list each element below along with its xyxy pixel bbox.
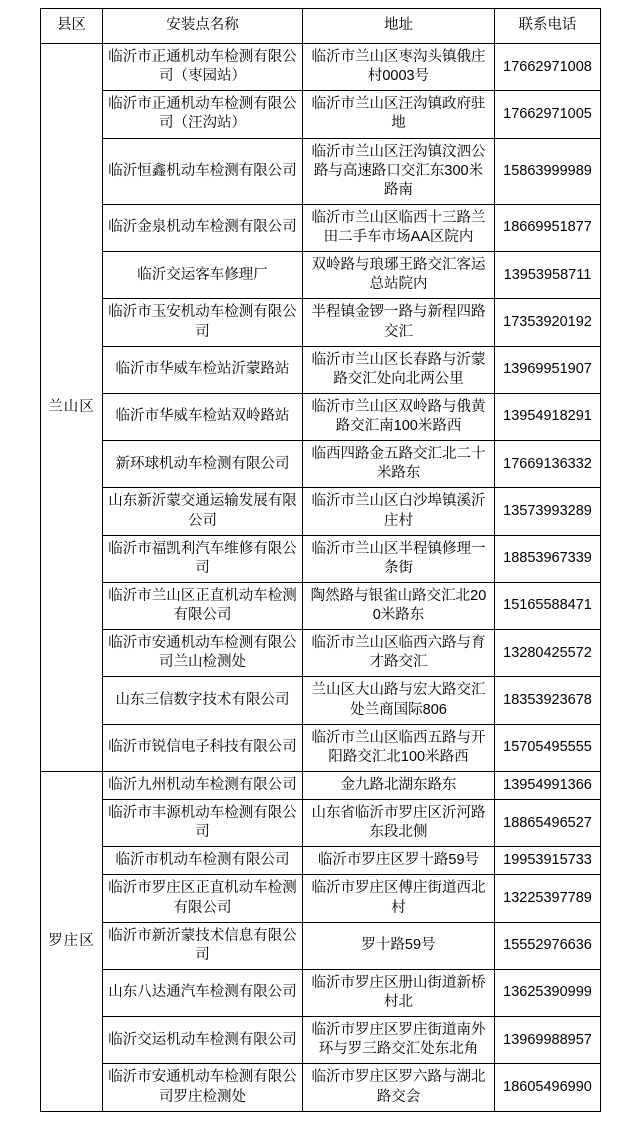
- column-header-station-name: 安装点名称: [103, 9, 303, 44]
- station-name-cell: 临沂市玉安机动车检测有限公司: [103, 299, 303, 346]
- table-body: [41, 44, 601, 1112]
- table-row: [41, 441, 601, 488]
- phone-cell: 17669136332: [495, 441, 601, 488]
- station-name-cell: 山东八达通汽车检测有限公司: [103, 969, 303, 1016]
- station-name-cell: 临沂市华威车检站沂蒙路站: [103, 346, 303, 393]
- phone-cell: 13954991366: [495, 771, 601, 799]
- address-cell: 临沂市兰山区半程镇修理一条街: [303, 535, 495, 582]
- station-name-cell: 临沂市新沂蒙技术信息有限公司: [103, 922, 303, 969]
- phone-cell: 13969951907: [495, 346, 601, 393]
- table-row: [41, 875, 601, 922]
- phone-cell: 18853967339: [495, 535, 601, 582]
- station-name-cell: 临沂九州机动车检测有限公司: [103, 771, 303, 799]
- address-cell: 金九路北湖东路东: [303, 771, 495, 799]
- address-cell: 临沂市罗庄区罗庄街道南外环与罗三路交汇处东北角: [303, 1017, 495, 1064]
- station-name-cell: 临沂交运客车修理厂: [103, 252, 303, 299]
- address-cell: 临沂市罗庄区罗十路59号: [303, 847, 495, 875]
- phone-cell: 18865496527: [495, 800, 601, 847]
- phone-cell: 15165588471: [495, 582, 601, 629]
- address-cell: 山东省临沂市罗庄区沂河路东段北侧: [303, 800, 495, 847]
- address-cell: 临沂市罗庄区册山街道新桥村北: [303, 969, 495, 1016]
- address-cell: 临沂市兰山区汪沟镇政府驻地: [303, 91, 495, 138]
- table-header: [41, 9, 601, 44]
- inspection-stations-table: [40, 8, 601, 1112]
- address-cell: 临沂市兰山区白沙埠镇溪沂庄村: [303, 488, 495, 535]
- station-name-cell: 临沂市福凯利汽车维修有限公司: [103, 535, 303, 582]
- address-cell: 临沂市兰山区临西六路与育才路交汇: [303, 630, 495, 677]
- station-name-cell: 临沂市罗庄区正直机动车检测有限公司: [103, 875, 303, 922]
- table-row: [41, 800, 601, 847]
- station-name-cell: 山东三信数字技术有限公司: [103, 677, 303, 724]
- station-name-cell: 临沂市机动车检测有限公司: [103, 847, 303, 875]
- table-row: [41, 922, 601, 969]
- address-cell: 罗十路59号: [303, 922, 495, 969]
- table-row: [41, 91, 601, 138]
- station-name-cell: 临沂市华威车检站双岭路站: [103, 393, 303, 440]
- phone-cell: 18605496990: [495, 1064, 601, 1111]
- table-row: [41, 1064, 601, 1111]
- table-row: [41, 488, 601, 535]
- station-name-cell: 临沂市正通机动车检测有限公司（枣园站）: [103, 44, 303, 91]
- column-header-phone: 联系电话: [495, 9, 601, 44]
- table-row: [41, 393, 601, 440]
- phone-cell: 13953958711: [495, 252, 601, 299]
- station-name-cell: 临沂市安通机动车检测有限公司罗庄检测处: [103, 1064, 303, 1111]
- table-row: [41, 677, 601, 724]
- station-name-cell: 临沂市锐信电子科技有限公司: [103, 724, 303, 771]
- address-cell: 兰山区大山路与宏大路交汇处兰商国际806: [303, 677, 495, 724]
- station-name-cell: 新环球机动车检测有限公司: [103, 441, 303, 488]
- table-row: [41, 582, 601, 629]
- table-row: [41, 138, 601, 204]
- address-cell: 陶然路与银雀山路交汇北200米路东: [303, 582, 495, 629]
- phone-cell: 17662971005: [495, 91, 601, 138]
- address-cell: 临沂市兰山区汪沟镇汶泗公路与高速路口交汇东300米路南: [303, 138, 495, 204]
- address-cell: 临沂市兰山区长春路与沂蒙路交汇处向北两公里: [303, 346, 495, 393]
- address-cell: 临沂市罗庄区傅庄街道西北村: [303, 875, 495, 922]
- table-row: [41, 969, 601, 1016]
- address-cell: 双岭路与琅琊王路交汇客运总站院内: [303, 252, 495, 299]
- phone-cell: 13625390999: [495, 969, 601, 1016]
- table-row: [41, 204, 601, 251]
- phone-cell: 13969988957: [495, 1017, 601, 1064]
- station-name-cell: 临沂恒鑫机动车检测有限公司: [103, 138, 303, 204]
- address-cell: 临沂市兰山区双岭路与俄黄路交汇南100米路西: [303, 393, 495, 440]
- phone-cell: 18353923678: [495, 677, 601, 724]
- table-row: [41, 771, 601, 799]
- station-name-cell: 临沂市安通机动车检测有限公司兰山检测处: [103, 630, 303, 677]
- phone-cell: 13280425572: [495, 630, 601, 677]
- address-cell: 临沂市兰山区临西五路与开阳路交汇北100米路西: [303, 724, 495, 771]
- phone-cell: 13225397789: [495, 875, 601, 922]
- address-cell: 半程镇金锣一路与新程四路交汇: [303, 299, 495, 346]
- table-row: [41, 252, 601, 299]
- phone-cell: 17353920192: [495, 299, 601, 346]
- station-name-cell: 临沂市丰源机动车检测有限公司: [103, 800, 303, 847]
- station-name-cell: 临沂交运机动车检测有限公司: [103, 1017, 303, 1064]
- table-row: [41, 535, 601, 582]
- phone-cell: 15552976636: [495, 922, 601, 969]
- phone-cell: 13954918291: [495, 393, 601, 440]
- phone-cell: 13573993289: [495, 488, 601, 535]
- station-name-cell: 临沂市兰山区正直机动车检测有限公司: [103, 582, 303, 629]
- district-cell: 兰山区: [41, 44, 103, 772]
- table-row: [41, 1017, 601, 1064]
- column-header-address: 地址: [303, 9, 495, 44]
- table-row: [41, 630, 601, 677]
- table-row: [41, 44, 601, 91]
- table-row: [41, 299, 601, 346]
- station-name-cell: 临沂市正通机动车检测有限公司（汪沟站）: [103, 91, 303, 138]
- phone-cell: 19953915733: [495, 847, 601, 875]
- table-row: [41, 724, 601, 771]
- phone-cell: 18669951877: [495, 204, 601, 251]
- address-cell: 临西四路金五路交汇北二十米路东: [303, 441, 495, 488]
- address-cell: 临沂市兰山区枣沟头镇俄庄村0003号: [303, 44, 495, 91]
- table-row: [41, 847, 601, 875]
- phone-cell: 15863999989: [495, 138, 601, 204]
- column-header-district: 县区: [41, 9, 103, 44]
- address-cell: 临沂市兰山区临西十三路兰田二手车市场AA区院内: [303, 204, 495, 251]
- station-name-cell: 临沂金泉机动车检测有限公司: [103, 204, 303, 251]
- phone-cell: 15705495555: [495, 724, 601, 771]
- address-cell: 临沂市罗庄区罗六路与湖北路交会: [303, 1064, 495, 1111]
- table-row: [41, 346, 601, 393]
- phone-cell: 17662971008: [495, 44, 601, 91]
- table-header-row: [41, 9, 601, 44]
- district-cell: 罗庄区: [41, 771, 103, 1111]
- station-name-cell: 山东新沂蒙交通运输发展有限公司: [103, 488, 303, 535]
